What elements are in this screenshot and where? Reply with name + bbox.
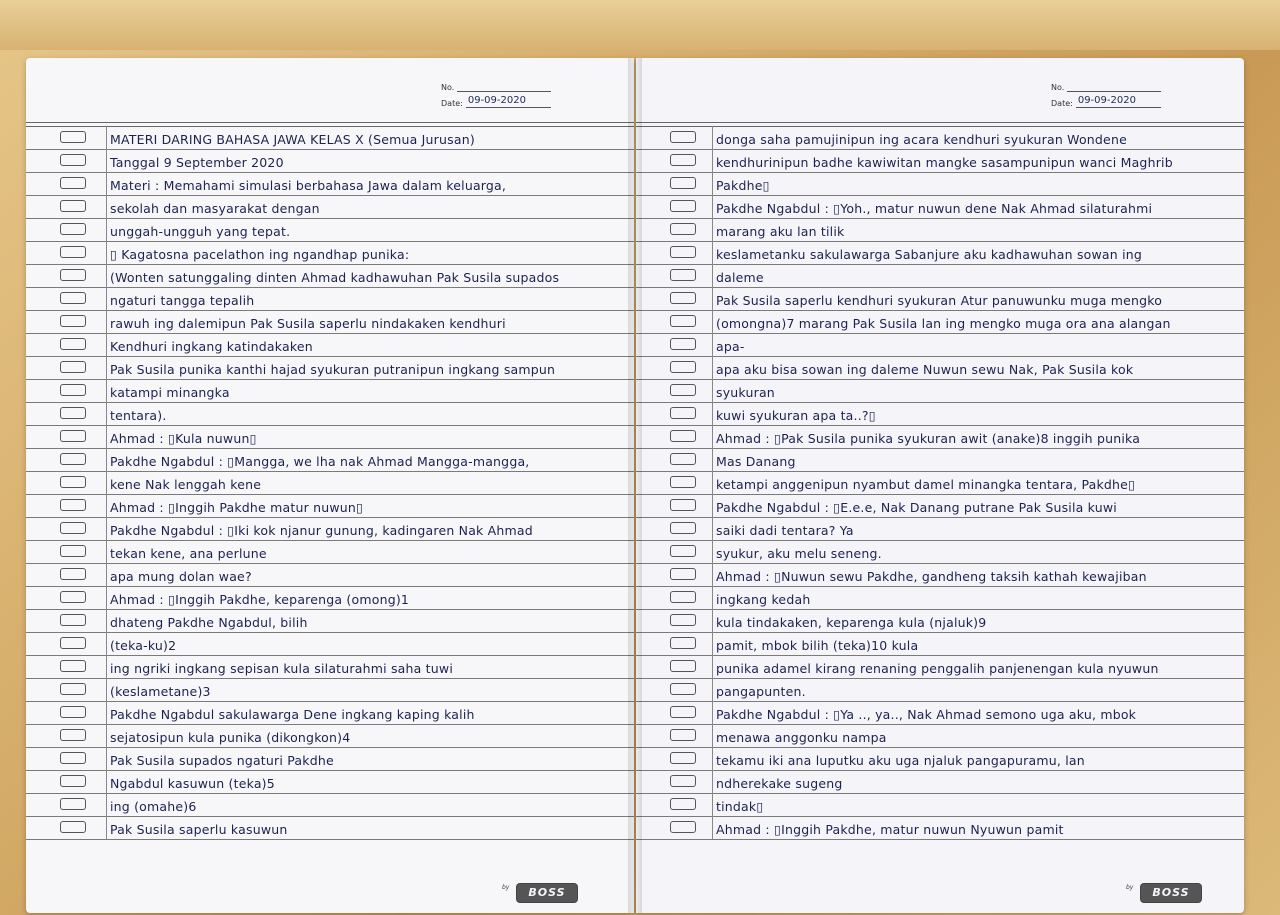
handwritten-text: ketampi anggenipun nyambut damel minangka tentara, Pakdhe▯: [716, 477, 1136, 492]
line-checkbox-icon: [670, 614, 696, 626]
line-checkbox-icon: [60, 614, 86, 626]
ruled-line: [26, 655, 634, 679]
line-checkbox-icon: [60, 591, 86, 603]
line-checkbox-icon: [670, 269, 696, 281]
line-checkbox-icon: [670, 177, 696, 189]
line-checkbox-icon: [670, 315, 696, 327]
handwritten-text: ing ngriki ingkang sepisan kula silaturahmi saha tuwi: [110, 661, 453, 676]
handwritten-text: Ahmad : ▯Kula nuwun▯: [110, 431, 257, 446]
line-checkbox-icon: [670, 200, 696, 212]
line-checkbox-icon: [60, 154, 86, 166]
line-checkbox-icon: [60, 131, 86, 143]
margin-rule: [712, 126, 713, 839]
handwritten-text: ngaturi tangga tepalih: [110, 293, 255, 308]
ruled-line: [26, 540, 634, 564]
ruled-line: [636, 195, 1244, 219]
line-checkbox-icon: [670, 361, 696, 373]
handwritten-text: Ahmad : ▯Inggih Pakdhe matur nuwun▯: [110, 500, 364, 515]
line-checkbox-icon: [60, 430, 86, 442]
brand-logo: BOSS: [1140, 883, 1202, 903]
handwritten-text: tindak▯: [716, 799, 764, 814]
ruled-line: [636, 747, 1244, 771]
handwritten-text: tekamu iki ana luputku aku uga njaluk pangapuramu, lan: [716, 753, 1085, 768]
handwritten-text: (keslametane)3: [110, 684, 211, 699]
ruled-line: [26, 264, 634, 288]
ruled-line: [26, 793, 634, 817]
date-field: [1051, 92, 1161, 108]
line-checkbox-icon: [60, 453, 86, 465]
handwritten-text: syukuran: [716, 385, 775, 400]
line-checkbox-icon: [670, 476, 696, 488]
line-checkbox-icon: [60, 223, 86, 235]
handwritten-text: unggah-ungguh yang tepat.: [110, 224, 291, 239]
handwritten-text: Pak Susila supados ngaturi Pakdhe: [110, 753, 334, 768]
ruled-line: [636, 241, 1244, 265]
handwritten-text: Pak Susila saperlu kasuwun: [110, 822, 288, 837]
number-value: [1067, 79, 1161, 92]
handwritten-text: marang aku lan tilik: [716, 224, 845, 239]
line-checkbox-icon: [670, 338, 696, 350]
ruled-line: [636, 126, 1244, 150]
ruled-line: [26, 448, 634, 472]
ruled-line: [636, 379, 1244, 403]
date-label: Date:: [441, 99, 463, 108]
handwritten-text: apa aku bisa sowan ing daleme Nuwun sewu Nak, Pak Susila kok: [716, 362, 1134, 377]
line-checkbox-icon: [60, 568, 86, 580]
line-checkbox-icon: [60, 499, 86, 511]
ruled-line: [636, 540, 1244, 564]
handwritten-text: sekolah dan masyarakat dengan: [110, 201, 320, 216]
left-page-header: [441, 76, 551, 108]
handwritten-text: ▯ Kagatosna pacelathon ing ngandhap punika:: [110, 247, 410, 262]
ruled-line: [636, 356, 1244, 380]
ruled-line: [26, 241, 634, 265]
line-checkbox-icon: [670, 821, 696, 833]
handwritten-text: Mas Danang: [716, 454, 796, 469]
handwritten-text: Materi : Memahami simulasi berbahasa Jawa dalam keluarga,: [110, 178, 507, 193]
ruled-line: [26, 402, 634, 426]
handwritten-text: Ahmad : ▯Pak Susila punika syukuran awit (anake)8 inggih punika: [716, 431, 1141, 446]
ruled-line: [636, 655, 1244, 679]
line-checkbox-icon: [60, 269, 86, 281]
handwritten-text: Pakdhe Ngabdul : ▯Ya .., ya.., Nak Ahmad semono uga aku, mbok: [716, 707, 1137, 722]
ruled-line: [26, 701, 634, 725]
handwritten-text: (Wonten satunggaling dinten Ahmad kadhawuhan Pak Susila supados: [110, 270, 560, 285]
handwritten-text: punika adamel kirang renaning penggalih panjenengan kula nyuwun: [716, 661, 1159, 676]
line-checkbox-icon: [670, 798, 696, 810]
line-checkbox-icon: [60, 384, 86, 396]
number-field: [1051, 76, 1161, 92]
line-checkbox-icon: [670, 752, 696, 764]
handwritten-text: menawa anggonku nampa: [716, 730, 887, 745]
ruled-line: [26, 379, 634, 403]
handwritten-text: kendhurinipun badhe kawiwitan mangke sasampunipun wanci Maghrib: [716, 155, 1173, 170]
ruled-line: [636, 402, 1244, 426]
handwritten-text: MATERI DARING BAHASA JAWA KELAS X (Semua Jurusan): [110, 132, 475, 147]
ruled-line: [26, 747, 634, 771]
handwritten-text: donga saha pamujinipun ing acara kendhuri syukuran Wondene: [716, 132, 1127, 147]
handwritten-text: kula tindakaken, keparenga kula (njaluk)9: [716, 615, 987, 630]
date-value: 09-09-2020: [1076, 95, 1161, 108]
left-notebook-page: [26, 58, 634, 913]
line-checkbox-icon: [670, 522, 696, 534]
handwritten-text: Pakdhe Ngabdul : ▯Mangga, we lha nak Ahmad Mangga-mangga,: [110, 454, 530, 469]
handwritten-text: Pakdhe▯: [716, 178, 770, 193]
table-surface: [0, 0, 1280, 50]
line-checkbox-icon: [670, 660, 696, 672]
line-checkbox-icon: [60, 775, 86, 787]
ruled-line: [636, 632, 1244, 656]
handwritten-text: kene Nak lenggah kene: [110, 477, 262, 492]
ruled-line: [26, 494, 634, 518]
handwritten-text: Pakdhe Ngabdul sakulawarga Dene ingkang kaping kalih: [110, 707, 475, 722]
line-checkbox-icon: [60, 522, 86, 534]
line-checkbox-icon: [670, 430, 696, 442]
handwritten-text: daleme: [716, 270, 764, 285]
line-checkbox-icon: [670, 591, 696, 603]
ruled-line: [26, 195, 634, 219]
handwritten-text: Ahmad : ▯Inggih Pakdhe, matur nuwun Nyuwun pamit: [716, 822, 1064, 837]
ruled-line: [26, 425, 634, 449]
handwritten-text: kuwi syukuran apa ta..?▯: [716, 408, 876, 423]
ruled-line: [636, 724, 1244, 748]
line-checkbox-icon: [60, 338, 86, 350]
date-value: 09-09-2020: [466, 95, 551, 108]
line-checkbox-icon: [670, 683, 696, 695]
ruled-line: [636, 793, 1244, 817]
line-checkbox-icon: [60, 292, 86, 304]
handwritten-text: (teka-ku)2: [110, 638, 177, 653]
ruled-line: [26, 287, 634, 311]
ruled-line: [26, 517, 634, 541]
line-checkbox-icon: [670, 131, 696, 143]
handwritten-text: saiki dadi tentara? Ya: [716, 523, 854, 538]
handwritten-text: Ahmad : ▯Inggih Pakdhe, keparenga (omong)1: [110, 592, 410, 607]
ruled-line: [26, 149, 634, 173]
line-checkbox-icon: [670, 775, 696, 787]
notebook-spine: [628, 58, 642, 913]
handwritten-text: syukur, aku melu seneng.: [716, 546, 882, 561]
line-checkbox-icon: [60, 246, 86, 258]
ruled-line: [26, 563, 634, 587]
handwritten-text: ing (omahe)6: [110, 799, 197, 814]
ruled-line: [636, 517, 1244, 541]
line-checkbox-icon: [670, 246, 696, 258]
handwritten-text: (omongna)7 marang Pak Susila lan ing mengko muga ora ana alangan: [716, 316, 1171, 331]
ruled-line: [26, 770, 634, 794]
ruled-line: [26, 816, 634, 840]
line-checkbox-icon: [670, 568, 696, 580]
line-checkbox-icon: [670, 292, 696, 304]
right-notebook-page: [636, 58, 1244, 913]
ruled-line: [636, 816, 1244, 840]
ruled-line: [636, 218, 1244, 242]
ruled-line: [636, 310, 1244, 334]
ruled-line: [636, 149, 1244, 173]
ruled-line: [26, 218, 634, 242]
date-label: Date:: [1051, 99, 1073, 108]
handwritten-text: pamit, mbok bilih (teka)10 kula: [716, 638, 919, 653]
ruled-line: [26, 724, 634, 748]
ruled-line: [636, 701, 1244, 725]
line-checkbox-icon: [670, 637, 696, 649]
ruled-line: [26, 471, 634, 495]
line-checkbox-icon: [60, 706, 86, 718]
ruled-line: [636, 448, 1244, 472]
ruled-line: [636, 425, 1244, 449]
handwritten-text: Kendhuri ingkang katindakaken: [110, 339, 313, 354]
ruled-line: [26, 609, 634, 633]
handwritten-text: katampi minangka: [110, 385, 230, 400]
ruled-line: [636, 563, 1244, 587]
handwritten-text: dhateng Pakdhe Ngabdul, bilih: [110, 615, 308, 630]
ruled-line: [26, 333, 634, 357]
line-checkbox-icon: [670, 384, 696, 396]
line-checkbox-icon: [60, 315, 86, 327]
ruled-line: [636, 172, 1244, 196]
ruled-line: [636, 494, 1244, 518]
ruled-line: [636, 770, 1244, 794]
ruled-line: [636, 609, 1244, 633]
line-checkbox-icon: [60, 476, 86, 488]
ruled-line: [26, 310, 634, 334]
line-checkbox-icon: [670, 407, 696, 419]
handwritten-text: Pakdhe Ngabdul : ▯E.e.e, Nak Danang putrane Pak Susila kuwi: [716, 500, 1117, 515]
line-checkbox-icon: [60, 177, 86, 189]
line-checkbox-icon: [670, 499, 696, 511]
line-checkbox-icon: [670, 453, 696, 465]
ruled-line: [636, 264, 1244, 288]
brand-logo: BOSS: [516, 883, 578, 903]
line-checkbox-icon: [670, 729, 696, 741]
handwritten-text: Pak Susila punika kanthi hajad syukuran putranipun ingkang sampun: [110, 362, 556, 377]
ruled-line: [636, 287, 1244, 311]
line-checkbox-icon: [670, 154, 696, 166]
ruled-line: [26, 172, 634, 196]
handwritten-text: Pakdhe Ngabdul : ▯Iki kok njanur gunung, kadingaren Nak Ahmad: [110, 523, 533, 538]
line-checkbox-icon: [670, 706, 696, 718]
handwritten-text: Tanggal 9 September 2020: [110, 155, 284, 170]
brand-by-label: by: [1126, 884, 1134, 891]
handwritten-text: Ahmad : ▯Nuwun sewu Pakdhe, gandheng taksih kathah kewajiban: [716, 569, 1147, 584]
date-field: [441, 92, 551, 108]
line-checkbox-icon: [60, 752, 86, 764]
line-checkbox-icon: [60, 637, 86, 649]
handwritten-text: tentara).: [110, 408, 167, 423]
handwritten-text: keslametanku sakulawarga Sabanjure aku kadhawuhan sowan ing: [716, 247, 1143, 262]
ruled-line: [26, 356, 634, 380]
number-label: No.: [441, 83, 455, 92]
ruled-line: [26, 678, 634, 702]
line-checkbox-icon: [670, 223, 696, 235]
ruled-line: [636, 678, 1244, 702]
brand-by-label: by: [502, 884, 510, 891]
line-checkbox-icon: [60, 407, 86, 419]
line-checkbox-icon: [60, 660, 86, 672]
line-checkbox-icon: [60, 683, 86, 695]
handwritten-text: rawuh ing dalemipun Pak Susila saperlu nindakaken kendhuri: [110, 316, 506, 331]
ruled-line: [26, 586, 634, 610]
handwritten-text: apa mung dolan wae?: [110, 569, 252, 584]
line-checkbox-icon: [60, 798, 86, 810]
handwritten-text: Pak Susila saperlu kendhuri syukuran Atur panuwunku muga mengko: [716, 293, 1163, 308]
number-value: [457, 79, 551, 92]
handwritten-text: apa-: [716, 339, 745, 354]
handwritten-text: sejatosipun kula punika (dikongkon)4: [110, 730, 351, 745]
ruled-line: [636, 333, 1244, 357]
handwritten-text: tekan kene, ana perlune: [110, 546, 267, 561]
line-checkbox-icon: [670, 545, 696, 557]
ruled-line: [636, 471, 1244, 495]
line-checkbox-icon: [60, 545, 86, 557]
right-page-header: [1051, 76, 1161, 108]
line-checkbox-icon: [60, 729, 86, 741]
handwritten-text: Ngabdul kasuwun (teka)5: [110, 776, 275, 791]
ruled-line: [26, 632, 634, 656]
ruled-line: [636, 586, 1244, 610]
handwritten-text: pangapunten.: [716, 684, 806, 699]
ruled-line: [26, 126, 634, 150]
line-checkbox-icon: [60, 821, 86, 833]
line-checkbox-icon: [60, 200, 86, 212]
margin-rule: [106, 126, 107, 839]
handwritten-text: Pakdhe Ngabdul : ▯Yoh., matur nuwun dene Nak Ahmad silaturahmi: [716, 201, 1153, 216]
number-label: No.: [1051, 83, 1065, 92]
handwritten-text: ingkang kedah: [716, 592, 811, 607]
handwritten-text: ndherekake sugeng: [716, 776, 843, 791]
number-field: [441, 76, 551, 92]
line-checkbox-icon: [60, 361, 86, 373]
